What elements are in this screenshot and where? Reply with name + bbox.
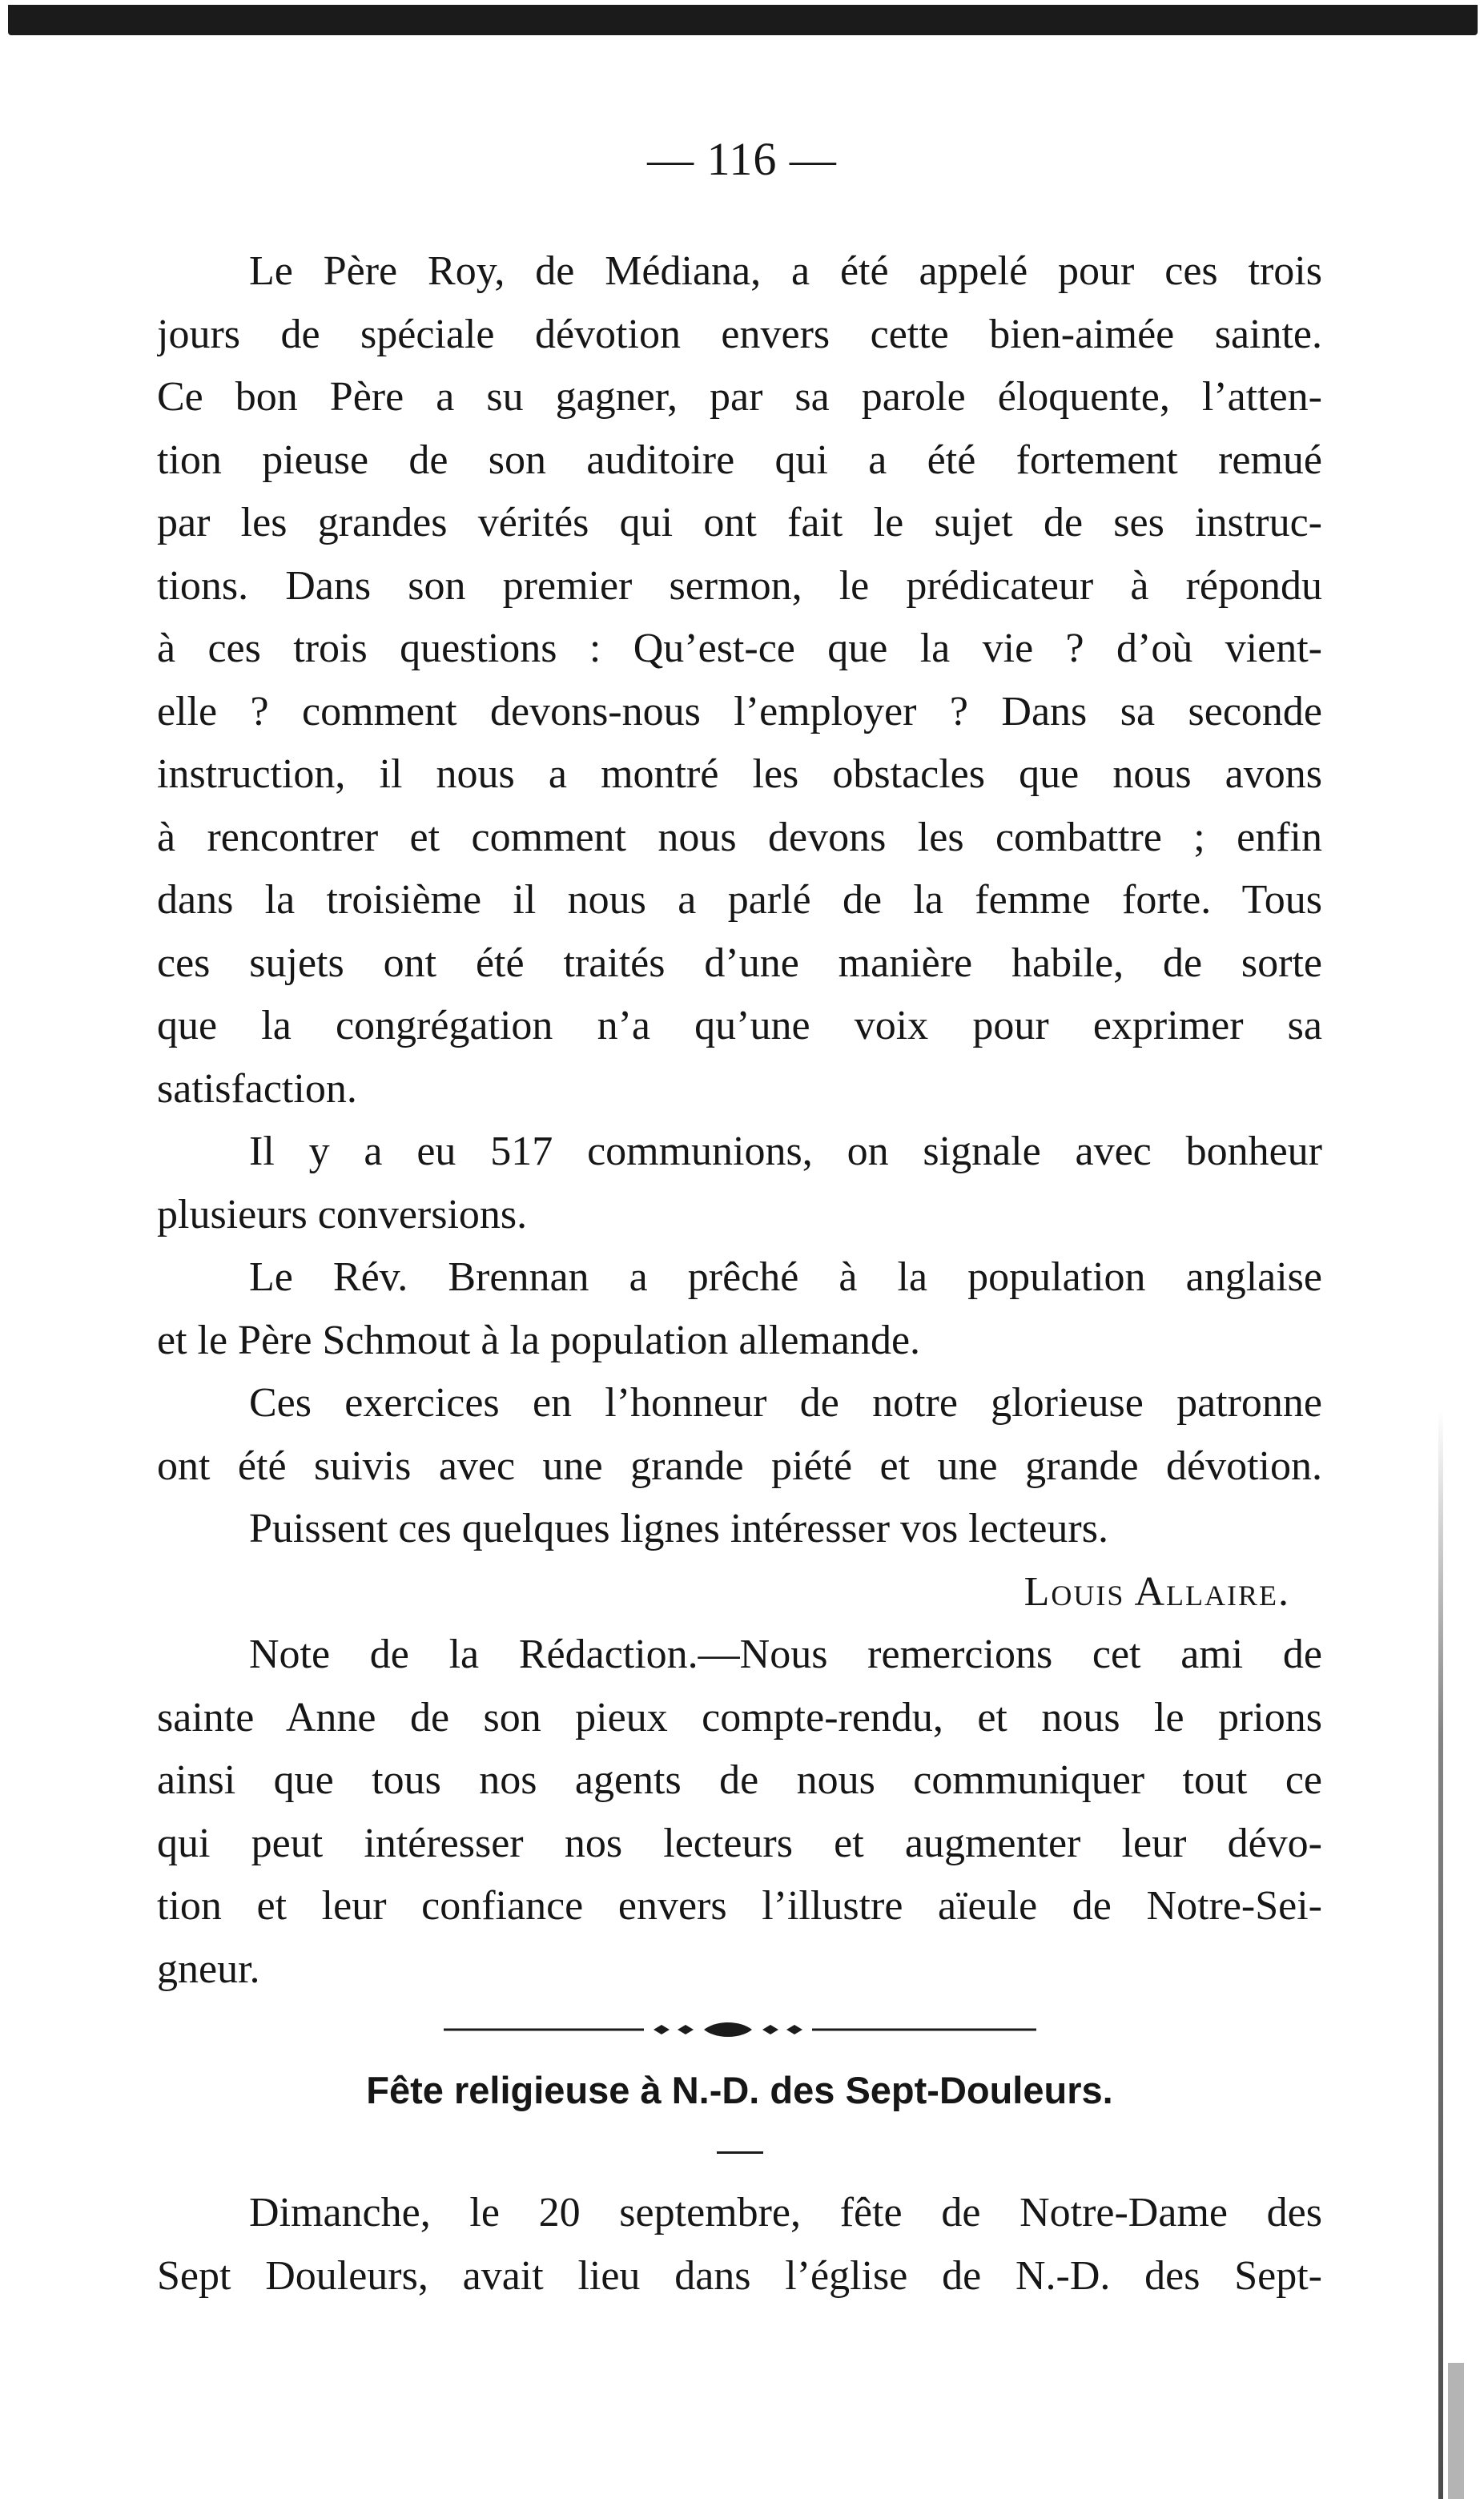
signature: Louis Allaire. bbox=[1024, 1568, 1290, 1615]
text-line: tion pieuse de son auditoire qui a été fortement remué bbox=[157, 437, 1322, 483]
text-line: sainte Anne de son pieux compte-rendu, et nous le prions bbox=[157, 1694, 1322, 1740]
ornament-rule-icon bbox=[444, 2020, 1036, 2039]
text-line: à ces trois questions : Qu’est-ce que la vie ? d’où vient- bbox=[157, 626, 1322, 671]
text-line: tions. Dans son premier sermon, le prédicateur à répondu bbox=[157, 562, 1322, 609]
text-line: gneur. bbox=[157, 1946, 260, 1992]
page-top-edge bbox=[8, 5, 1478, 35]
text-line: plusieurs conversions. bbox=[157, 1191, 528, 1237]
page-number: — 116 — bbox=[647, 133, 837, 185]
text-line: Le Rév. Brennan a prêché à la population anglaise bbox=[249, 1254, 1322, 1300]
dash-rule bbox=[717, 2151, 763, 2154]
text-line: que la congrégation n’a qu’une voix pour exprimer sa bbox=[157, 1003, 1322, 1048]
text-line: dans la troisième il nous a parlé de la femme forte. Tous bbox=[157, 877, 1322, 923]
page-binding-edge bbox=[1438, 1410, 1443, 2499]
text-line: elle ? comment devons-nous l’employer ? Dans sa seconde bbox=[157, 688, 1322, 734]
text-line: qui peut intéresser nos lecteurs et augmenter leur dévo- bbox=[157, 1820, 1322, 1866]
text-line: Ce bon Père a su gagner, par sa parole éloquente, l’atten- bbox=[157, 374, 1322, 420]
section-heading: Fête religieuse à N.-D. des Sept-Douleurs. bbox=[366, 2069, 1113, 2111]
text-line: par les grandes vérités qui ont fait le sujet de ses instruc- bbox=[157, 500, 1322, 545]
text-line: Sept Douleurs, avait lieu dans l’église de N.-D. des Sept- bbox=[157, 2252, 1322, 2299]
page-binding-shadow bbox=[1448, 2363, 1464, 2499]
text-line: et le Père Schmout à la population allemande. bbox=[157, 1317, 921, 1363]
text-line: Puissent ces quelques lignes intéresser vos lecteurs. bbox=[249, 1506, 1108, 1551]
text-line: ainsi que tous nos agents de nous communiquer tout ce bbox=[157, 1757, 1322, 1803]
text-line: Il y a eu 517 communions, on signale avec bonheur bbox=[249, 1129, 1322, 1174]
text-line: Ces exercices en l’honneur de notre glorieuse patronne bbox=[249, 1380, 1322, 1426]
text-line: tion et leur confiance envers l’illustre aïeule de Notre-Sei- bbox=[157, 1883, 1322, 1929]
text-line: jours de spéciale dévotion envers cette bien-aimée sainte. bbox=[157, 311, 1322, 357]
text-line: Dimanche, le 20 septembre, fête de Notre-Dame des bbox=[249, 2190, 1322, 2235]
text-line: instruction, il nous a montré les obstacles que nous avons bbox=[157, 751, 1322, 797]
heading-dash bbox=[157, 2123, 1322, 2182]
text-line: à rencontrer et comment nous devons les combattre ; enfin bbox=[157, 814, 1322, 860]
text-line: ces sujets ont été traités d’une manière habile, de sorte bbox=[157, 940, 1322, 986]
text-line: Le Père Roy, de Médiana, a été appelé pour ces trois bbox=[249, 248, 1322, 294]
ornament-divider bbox=[157, 2001, 1322, 2058]
page-body bbox=[157, 240, 1322, 2308]
text-line: Note de la Rédaction.—Nous remercions cet ami de bbox=[249, 1632, 1322, 1677]
text-line: ont été suivis avec une grande piété et une grande dévotion. bbox=[157, 1443, 1322, 1489]
text-line: satisfaction. bbox=[157, 1065, 357, 1112]
